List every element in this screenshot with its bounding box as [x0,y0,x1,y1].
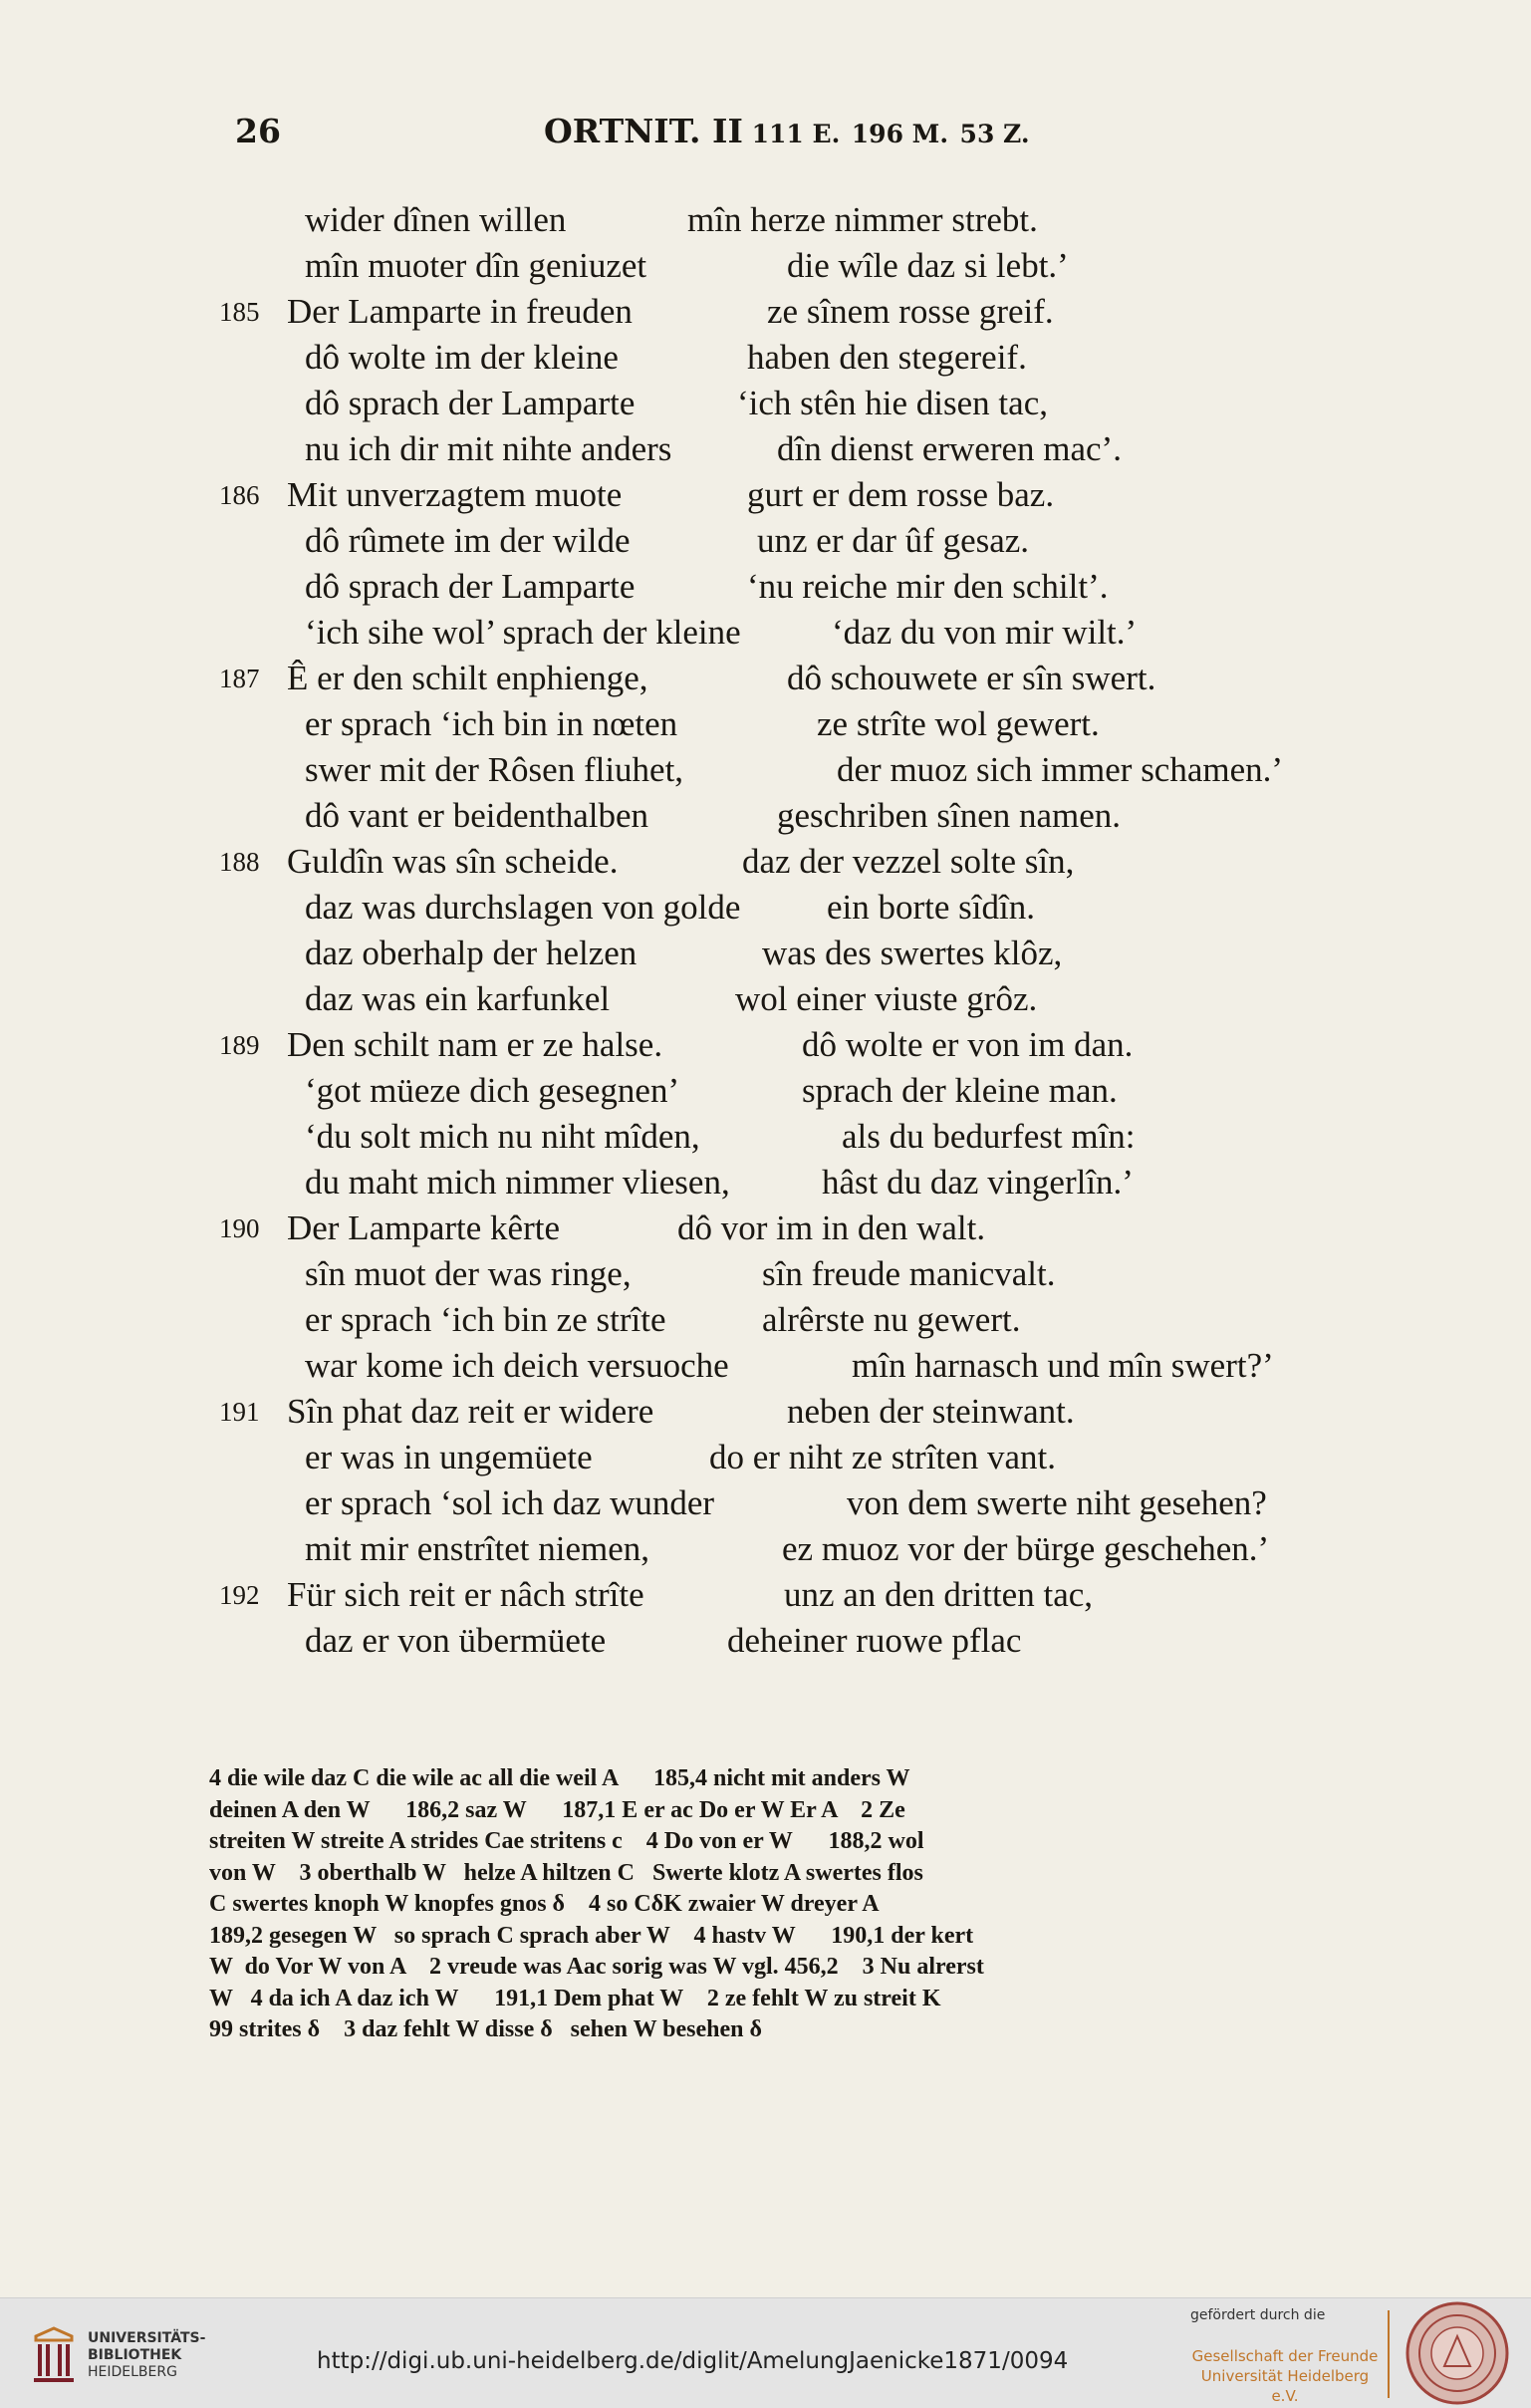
verse-first-half: Der Lamparte kêrte [287,1208,561,1247]
verse-second-half: ‘nu reiche mir den schilt’. [747,567,1109,606]
apparatus-line: 189,2 gesegen W so sprach C sprach aber W 4 hastv W 190,1 der kert [209,1922,974,1949]
verse-first-half: war kome ich deich versuoche [305,1346,729,1385]
verse-line [0,701,1531,747]
verse-first-half: er sprach ‘ich bin ze strîte [305,1300,666,1339]
verse-line [0,1297,1531,1343]
apparatus-line: 99 strites δ 3 daz fehlt W disse δ sehen W besehen δ [209,2016,762,2042]
verse-second-half: hâst du daz vingerlîn.’ [822,1163,1134,1202]
verse-second-half: unz er dar ûf gesaz. [757,521,1030,560]
verse-line [0,885,1531,931]
verse-second-half: als du bedurfest mîn: [842,1117,1136,1156]
society-name: Gesellschaft der Freunde Universität Heidelberg e.V. [1191,2347,1379,2405]
verse-first-half: daz was ein karfunkel [305,979,611,1018]
verse-line [0,1572,1531,1618]
verse-second-half: ze strîte wol gewert. [817,704,1100,743]
verse-second-half: mîn harnasch und mîn swert?’ [852,1346,1274,1385]
verse-second-half: alrêrste nu gewert. [762,1300,1021,1339]
verse-second-half: die wîle daz si lebt.’ [787,246,1069,285]
verse-second-half: von dem swerte niht gesehen? [847,1483,1267,1522]
verse-first-half: Den schilt nam er ze halse. [287,1025,663,1064]
verse-second-half: gurt er dem rosse baz. [747,475,1055,514]
library-logo-icon [30,2326,78,2386]
verse-first-half: wider dînen willen [305,200,567,239]
verse-line [0,1480,1531,1526]
verse-second-half: dîn dienst erweren mac’. [777,429,1122,468]
verse-first-half: mit mir enstrîtet niemen, [305,1529,650,1568]
verse-second-half: neben der steinwant. [787,1392,1075,1431]
verse-line [0,472,1531,518]
verse-line [0,197,1531,243]
running-title [544,112,1030,150]
ms-ref: 196 M. [851,120,949,148]
apparatus-line: 4 die wile daz C die wile ac all die weil A 185,4 nicht mit anders W [209,1765,910,1791]
verse-second-half: ze sînem rosse greif. [767,292,1054,331]
verse-first-half: Für sich reit er nâch strîte [287,1575,644,1614]
verse-first-half: daz er von übermüete [305,1621,607,1660]
verse-first-half: daz was durchslagen von golde [305,888,741,927]
stanza-number: 188 [219,847,260,877]
verse-second-half: deheiner ruowe pflac [727,1621,1022,1660]
verse-line [0,1205,1531,1251]
page-header [235,112,1042,151]
verse-line [0,1343,1531,1389]
verse-line [0,1022,1531,1068]
footer-divider [1388,2310,1390,2398]
verse-second-half: haben den stegereif. [747,338,1027,377]
library-name: UNIVERSITÄTS- BIBLIOTHEK HEIDELBERG [88,2330,206,2380]
stanza-number: 190 [219,1213,260,1243]
verse-first-half: sîn muot der was ringe, [305,1254,632,1293]
stanza-number: 185 [219,297,260,327]
verse-line [0,656,1531,701]
verse-first-half: Mit unverzagtem muote [287,475,623,514]
source-url-link[interactable]: http://digi.ub.uni-heidelberg.de/diglit/AmelungJaenicke1871/0094 [317,2348,1069,2374]
verse-second-half: dô vor im in den walt. [677,1208,986,1247]
stanza-number: 189 [219,1030,260,1060]
verse-second-half: dô schouwete er sîn swert. [787,659,1156,697]
verse-second-half: was des swertes klôz, [762,934,1063,972]
running-title-name: ORTNIT. [544,112,701,150]
apparatus-line: streiten W streite A strides Cae stritens c 4 Do von er W 188,2 wol [209,1828,924,1854]
verse-first-half: Sîn phat daz reit er widere [287,1392,654,1431]
verse-line [0,289,1531,335]
footer-bar [0,2297,1531,2408]
funded-by-label: gefördert durch die [1190,2307,1326,2323]
verse-first-half: du maht mich nimmer vliesen, [305,1163,730,1202]
verse-first-half: ‘got müeze dich gesegnen’ [305,1071,680,1110]
verse-second-half: ein borte sîdîn. [827,888,1035,927]
verse-first-half: Ê er den schilt enphienge, [287,659,648,697]
verse-first-half: Guldîn was sîn scheide. [287,842,619,881]
verse-first-half: Der Lamparte in freuden [287,292,633,331]
verse-first-half: nu ich dir mit nihte anders [305,429,672,468]
verse-second-half: do er niht ze strîten vant. [709,1438,1056,1476]
verse-second-half: mîn herze nimmer strebt. [687,200,1038,239]
apparatus-line: C swertes knoph W knopfes gnos δ 4 so CδK zwaier W dreyer A [209,1891,880,1917]
verse-second-half: sîn freude manicvalt. [762,1254,1056,1293]
verse-first-half: er sprach ‘ich bin in nœten [305,704,678,743]
verse-line [0,426,1531,472]
verse-second-half: ez muoz vor der bürge geschehen.’ [782,1529,1270,1568]
stanza-number: 192 [219,1580,260,1610]
verse-line [0,1389,1531,1435]
verse-first-half: er sprach ‘sol ich daz wunder [305,1483,715,1522]
verse-line [0,610,1531,656]
verse-line [0,1251,1531,1297]
verse-line [0,381,1531,426]
verse-line [0,747,1531,793]
critical-apparatus [209,1763,1325,2046]
verse-second-half: geschriben sînen namen. [777,796,1122,835]
ms-ref: II 111 E. [712,112,841,150]
verse-line [0,335,1531,381]
verse-line [0,1435,1531,1480]
apparatus-line: von W 3 oberthalb W helze A hiltzen C Swerte klotz A swertes flos [209,1859,923,1886]
verse-line [0,839,1531,885]
verse-first-half: dô wolte im der kleine [305,338,619,377]
verse-first-half: dô rûmete im der wilde [305,521,631,560]
verse-second-half: sprach der kleine man. [802,1071,1118,1110]
stanza-number: 186 [219,480,260,510]
verse-second-half: unz an den dritten tac, [784,1575,1094,1614]
verse-line [0,1068,1531,1114]
verse-line [0,518,1531,564]
verse-line [0,931,1531,976]
ms-ref: 53 Z. [959,120,1030,148]
verse-first-half: mîn muoter dîn geniuzet [305,246,647,285]
verse-first-half: er was in ungemüete [305,1438,593,1476]
stanza-number: 187 [219,664,260,693]
verse-first-half: dô vant er beidenthalben [305,796,649,835]
verse-first-half: ‘ich sihe wol’ sprach der kleine [305,613,741,652]
verse-second-half: wol einer viuste grôz. [735,979,1038,1018]
page-number: 26 [235,112,281,150]
verse-line [0,1160,1531,1205]
verse-second-half: ‘daz du von mir wilt.’ [832,613,1138,652]
verse-second-half: dô wolte er von im dan. [802,1025,1134,1064]
verse-first-half: daz oberhalp der helzen [305,934,638,972]
verse-line [0,564,1531,610]
verse-first-half: dô sprach der Lamparte [305,384,636,422]
verse-line [0,1618,1531,1664]
verse-second-half: der muoz sich immer schamen.’ [837,750,1284,789]
stanza-number: 191 [219,1397,260,1427]
apparatus-line: deinen A den W 186,2 saz W 187,1 E er ac Do er W Er A 2 Ze [209,1796,905,1823]
verse-line [0,1526,1531,1572]
university-seal-icon [1404,2300,1510,2406]
verse-first-half: dô sprach der Lamparte [305,567,636,606]
verse-second-half: ‘ich stên hie disen tac, [737,384,1048,422]
apparatus-line: W 4 da ich A daz ich W 191,1 Dem phat W 2 ze fehlt W zu streit K [209,1985,941,2011]
verse-line [0,243,1531,289]
apparatus-line: W do Vor W von A 2 vreude was Aac sorig was W vgl. 456,2 3 Nu alrerst [209,1954,984,1980]
verse-second-half: daz der vezzel solte sîn, [742,842,1075,881]
verse-line [0,793,1531,839]
verse-first-half: swer mit der Rôsen fliuhet, [305,750,684,789]
verse-line [0,1114,1531,1160]
verse-first-half: ‘du solt mich nu niht mîden, [305,1117,700,1156]
verse-line [0,976,1531,1022]
